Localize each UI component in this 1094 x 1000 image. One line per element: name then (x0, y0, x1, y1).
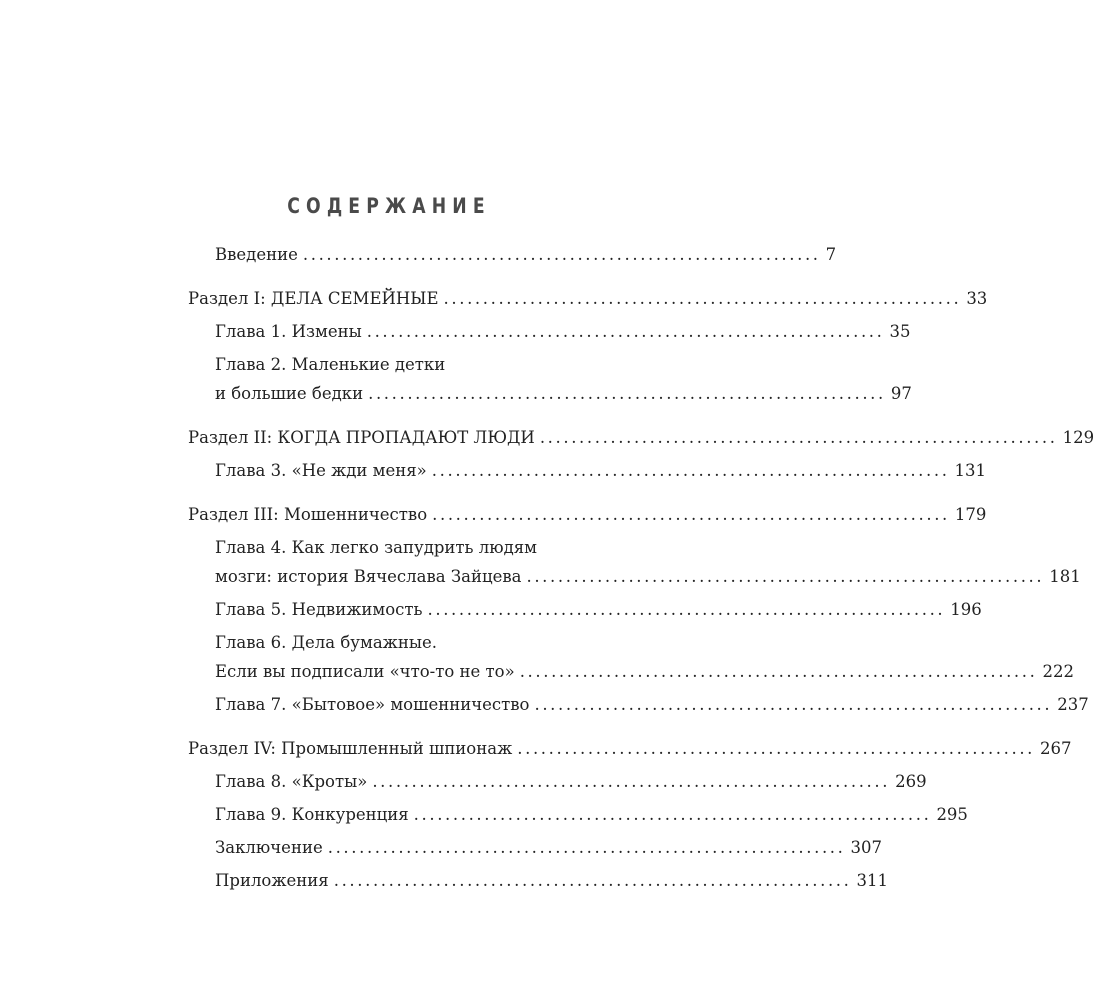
toc-entry-label: Раздел II: КОГДА ПРОПАДАЮТ ЛЮДИ (188, 428, 535, 447)
toc-entry-section-3 (188, 500, 987, 529)
toc-entry-label: Глава 1. Измены (215, 322, 362, 341)
dot-leader: .................................................................. (302, 245, 821, 264)
toc-entry-first-line: Глава 6. Дела бумажные. (215, 633, 437, 652)
dot-leader: .................................................................. (366, 322, 885, 341)
toc-entry-chapter-6 (188, 628, 1074, 686)
toc-entry-page: 129 (1062, 428, 1094, 447)
toc-entry-page: 35 (889, 322, 911, 341)
toc-entry-label: Если вы подписали «что-то не то» (215, 662, 515, 681)
toc-entry-label: Раздел IV: Промышленный шпионаж (188, 739, 513, 758)
toc-entry-page: 269 (895, 772, 927, 791)
toc-entry-chapter-3 (188, 456, 987, 485)
toc-entry-chapter-7 (188, 690, 1089, 719)
toc-entry-page: 179 (954, 505, 987, 524)
dot-leader: .................................................................. (327, 838, 846, 857)
toc-entry-page: 7 (825, 245, 837, 264)
dot-leader: .................................................................. (517, 739, 1036, 758)
toc-entry-label: Раздел I: ДЕЛА СЕМЕЙНЫЕ (188, 289, 439, 308)
toc-entry-label: Глава 8. «Кроты» (215, 772, 368, 791)
toc-entry-chapter-1 (188, 317, 911, 346)
toc-entry-label: мозги: история Вячеслава Зайцева (215, 567, 522, 586)
toc-entry-conclusion (188, 833, 882, 862)
toc-entry-label: Глава 7. «Бытовое» мошенничество (215, 695, 530, 714)
toc-entry-label: Раздел III: Мошенничество (188, 505, 428, 524)
dot-leader: .................................................................. (519, 662, 1038, 681)
toc-entry-label: Приложения (215, 871, 329, 890)
dot-leader: .................................................................. (368, 384, 886, 403)
table-of-contents (188, 240, 1094, 895)
toc-entry-section-2 (188, 423, 1094, 452)
toc-entry-page: 222 (1042, 662, 1074, 681)
page-title: СОДЕРЖАНИЕ (287, 194, 491, 218)
toc-entry-page: 33 (966, 289, 988, 308)
toc-entry-first-line: Глава 2. Маленькие детки (215, 355, 446, 374)
toc-entry-appendices (188, 866, 888, 895)
toc-entry-label: Глава 9. Конкуренция (215, 805, 409, 824)
dot-leader: .................................................................. (333, 871, 852, 890)
toc-entry-chapter-5 (188, 595, 982, 624)
dot-leader: .................................................................. (539, 428, 1058, 447)
toc-entry-page: 131 (954, 461, 987, 480)
toc-entry-chapter-8 (188, 767, 927, 796)
toc-entry-section-1 (188, 284, 988, 313)
dot-leader: .................................................................. (427, 600, 946, 619)
toc-entry-label: и большие бедки (215, 384, 364, 403)
toc-entry-label: Глава 3. «Не жди меня» (215, 461, 427, 480)
dot-leader: .................................................................. (431, 461, 950, 480)
dot-leader: .................................................................. (443, 289, 962, 308)
dot-leader: .................................................................. (413, 805, 932, 824)
toc-entry-page: 181 (1049, 567, 1081, 586)
toc-entry-label: Введение (215, 245, 298, 264)
toc-entry-first-line: Глава 4. Как легко запудрить людям (215, 538, 538, 557)
toc-entry-page: 267 (1040, 739, 1072, 758)
toc-entry-page: 311 (856, 871, 888, 890)
toc-entry-page: 97 (890, 384, 912, 403)
toc-entry-page: 196 (950, 600, 982, 619)
dot-leader: .................................................................. (534, 695, 1053, 714)
toc-entry-chapter-9 (188, 800, 968, 829)
toc-entry-chapter-2 (188, 350, 912, 408)
toc-entry-page: 295 (936, 805, 968, 824)
toc-entry-label: Заключение (215, 838, 323, 857)
dot-leader: .................................................................. (432, 505, 950, 524)
dot-leader: .................................................................. (372, 772, 891, 791)
toc-entry-chapter-4 (188, 533, 1081, 591)
dot-leader: .................................................................. (526, 567, 1045, 586)
toc-entry-page: 237 (1057, 695, 1089, 714)
toc-entry-section-4 (188, 734, 1072, 763)
toc-entry-page: 307 (850, 838, 882, 857)
toc-entry-label: Глава 5. Недвижимость (215, 600, 423, 619)
toc-entry-introduction (188, 240, 837, 269)
